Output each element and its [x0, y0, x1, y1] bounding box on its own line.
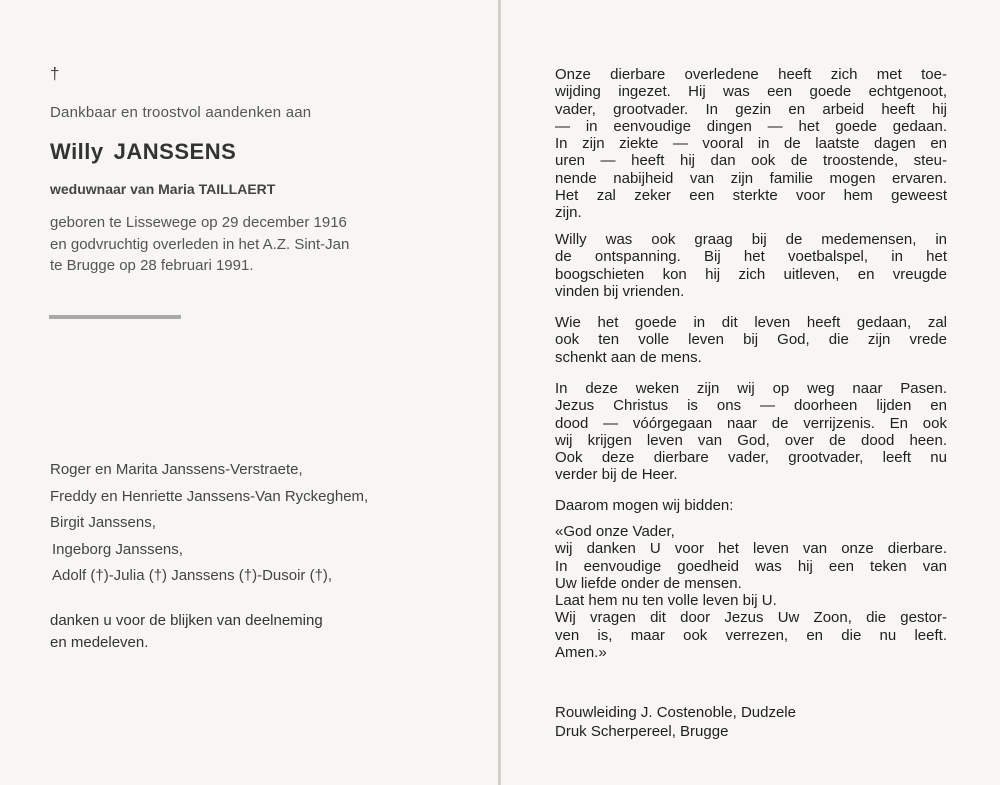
prayer-line: Amen.»: [555, 644, 607, 662]
family-line: Adolf (†)-Julia (†) Janssens (†)-Dusoir (†),: [52, 567, 333, 584]
bio-line: en godvruchtig overleden in het A.Z. Sint-Jan: [50, 235, 350, 253]
prayer-block: [555, 523, 947, 661]
text-line: — in eenvoudige dingen — het goede gedaan.: [555, 117, 947, 135]
text-line: schenkt aan de mens.: [555, 348, 702, 366]
text-line: ook ten volle leven bij God, die zijn vrede: [555, 331, 947, 349]
prayer-line: wij danken U voor het leven van onze dierbare.: [555, 540, 947, 558]
family-line: Freddy en Henriette Janssens-Van Ryckeghem,: [50, 487, 369, 505]
left-panel: [0, 0, 498, 785]
intro-text: Dankbaar en troostvol aandenken aan: [50, 104, 312, 121]
text-line: Willy was ook graag bij de medemensen, in: [555, 231, 947, 248]
text-line: verder bij de Heer.: [555, 466, 678, 484]
thanks-text: [50, 610, 323, 654]
right-panel: [501, 0, 1000, 785]
text-line: boogschieten kon hij zich uitleven, en vreugde: [555, 265, 947, 283]
text-line: In zijn ziekte — vooral in de laatste dagen en: [555, 135, 947, 153]
text-line: Wie het goede in dit leven heeft gedaan, zal: [555, 314, 947, 331]
deceased-name: [50, 139, 236, 165]
bio-line: geboren te Lissewege op 29 december 1916: [50, 214, 347, 231]
family-line: Birgit Janssens,: [50, 514, 156, 531]
text-line: uren — heeft hij dan ook de troostende, steu-: [555, 152, 947, 170]
credit-line: Druk Scherpereel, Brugge: [555, 723, 729, 740]
bio-block: [50, 212, 410, 277]
text-line: wij krijgen leven van God, over de dood heen.: [555, 431, 947, 449]
prayer-line: Laat hem nu ten volle leven bij U.: [555, 592, 777, 610]
paragraph-easter: [555, 380, 947, 484]
text-line: zijn.: [555, 204, 582, 222]
text-line: Daarom mogen wij bidden:: [555, 497, 734, 514]
text-line: vader, grootvader. In gezin en arbeid heeft hij: [555, 100, 947, 118]
paragraph-leisure: [555, 231, 947, 300]
thanks-line: en medeleven.: [50, 634, 149, 651]
prayer-line: «God onze Vader,: [555, 523, 675, 540]
prayer-line: Wij vragen dit door Jezus Uw Zoon, die gestor-: [555, 609, 947, 627]
paragraph-prayer-intro: [555, 497, 947, 514]
widow-line: weduwnaar van Maria TAILLAERT: [50, 181, 276, 197]
last-name: JANSSENS: [113, 139, 237, 164]
family-line: Roger en Marita Janssens-Verstraete,: [50, 461, 303, 478]
text-line: dood — vóórgegaan naar de verrijzenis. En ook: [555, 414, 947, 432]
paragraph-faith: [555, 314, 947, 366]
text-line: Jezus Christus is ons — doorheen lijden en: [555, 397, 947, 415]
text-line: Onze dierbare overledene heeft zich met toe-: [555, 66, 947, 83]
bio-line: te Brugge op 28 februari 1991.: [50, 257, 254, 274]
credit-line: Rouwleiding J. Costenoble, Dudzele: [555, 704, 796, 721]
family-line: Ingeborg Janssens,: [52, 540, 183, 558]
cross-icon: †: [50, 64, 60, 83]
prayer-line: Uw liefde onder de mensen.: [555, 574, 742, 592]
family-list: [50, 457, 368, 590]
prayer-line: In eenvoudige goedheid was hij een teken van: [555, 557, 947, 575]
text-line: nende nabijheid van zijn familie mogen ervaren.: [555, 169, 947, 187]
thanks-line: danken u voor de blijken van deelneming: [50, 612, 323, 629]
first-name: Willy: [50, 139, 104, 164]
text-line: Het zal zeker een sterkte voor hem geweest: [555, 187, 947, 205]
text-line: Ook deze dierbare vader, grootvader, leeft nu: [555, 449, 947, 467]
text-line: In deze weken zijn wij op weg naar Pasen.: [555, 380, 947, 397]
prayer-line: ven is, maar ook verrezen, en die nu leeft.: [555, 626, 947, 644]
text-line: wijding ingezet. Hij was een goede echtgenoot,: [555, 83, 947, 101]
paragraph-tribute: [555, 66, 947, 222]
divider-bar: [49, 315, 181, 319]
printer-credits: [555, 703, 796, 741]
text-line: vinden bij vrienden.: [555, 282, 685, 300]
text-line: de ontspanning. Bij het voetbalspel, in het: [555, 248, 947, 266]
